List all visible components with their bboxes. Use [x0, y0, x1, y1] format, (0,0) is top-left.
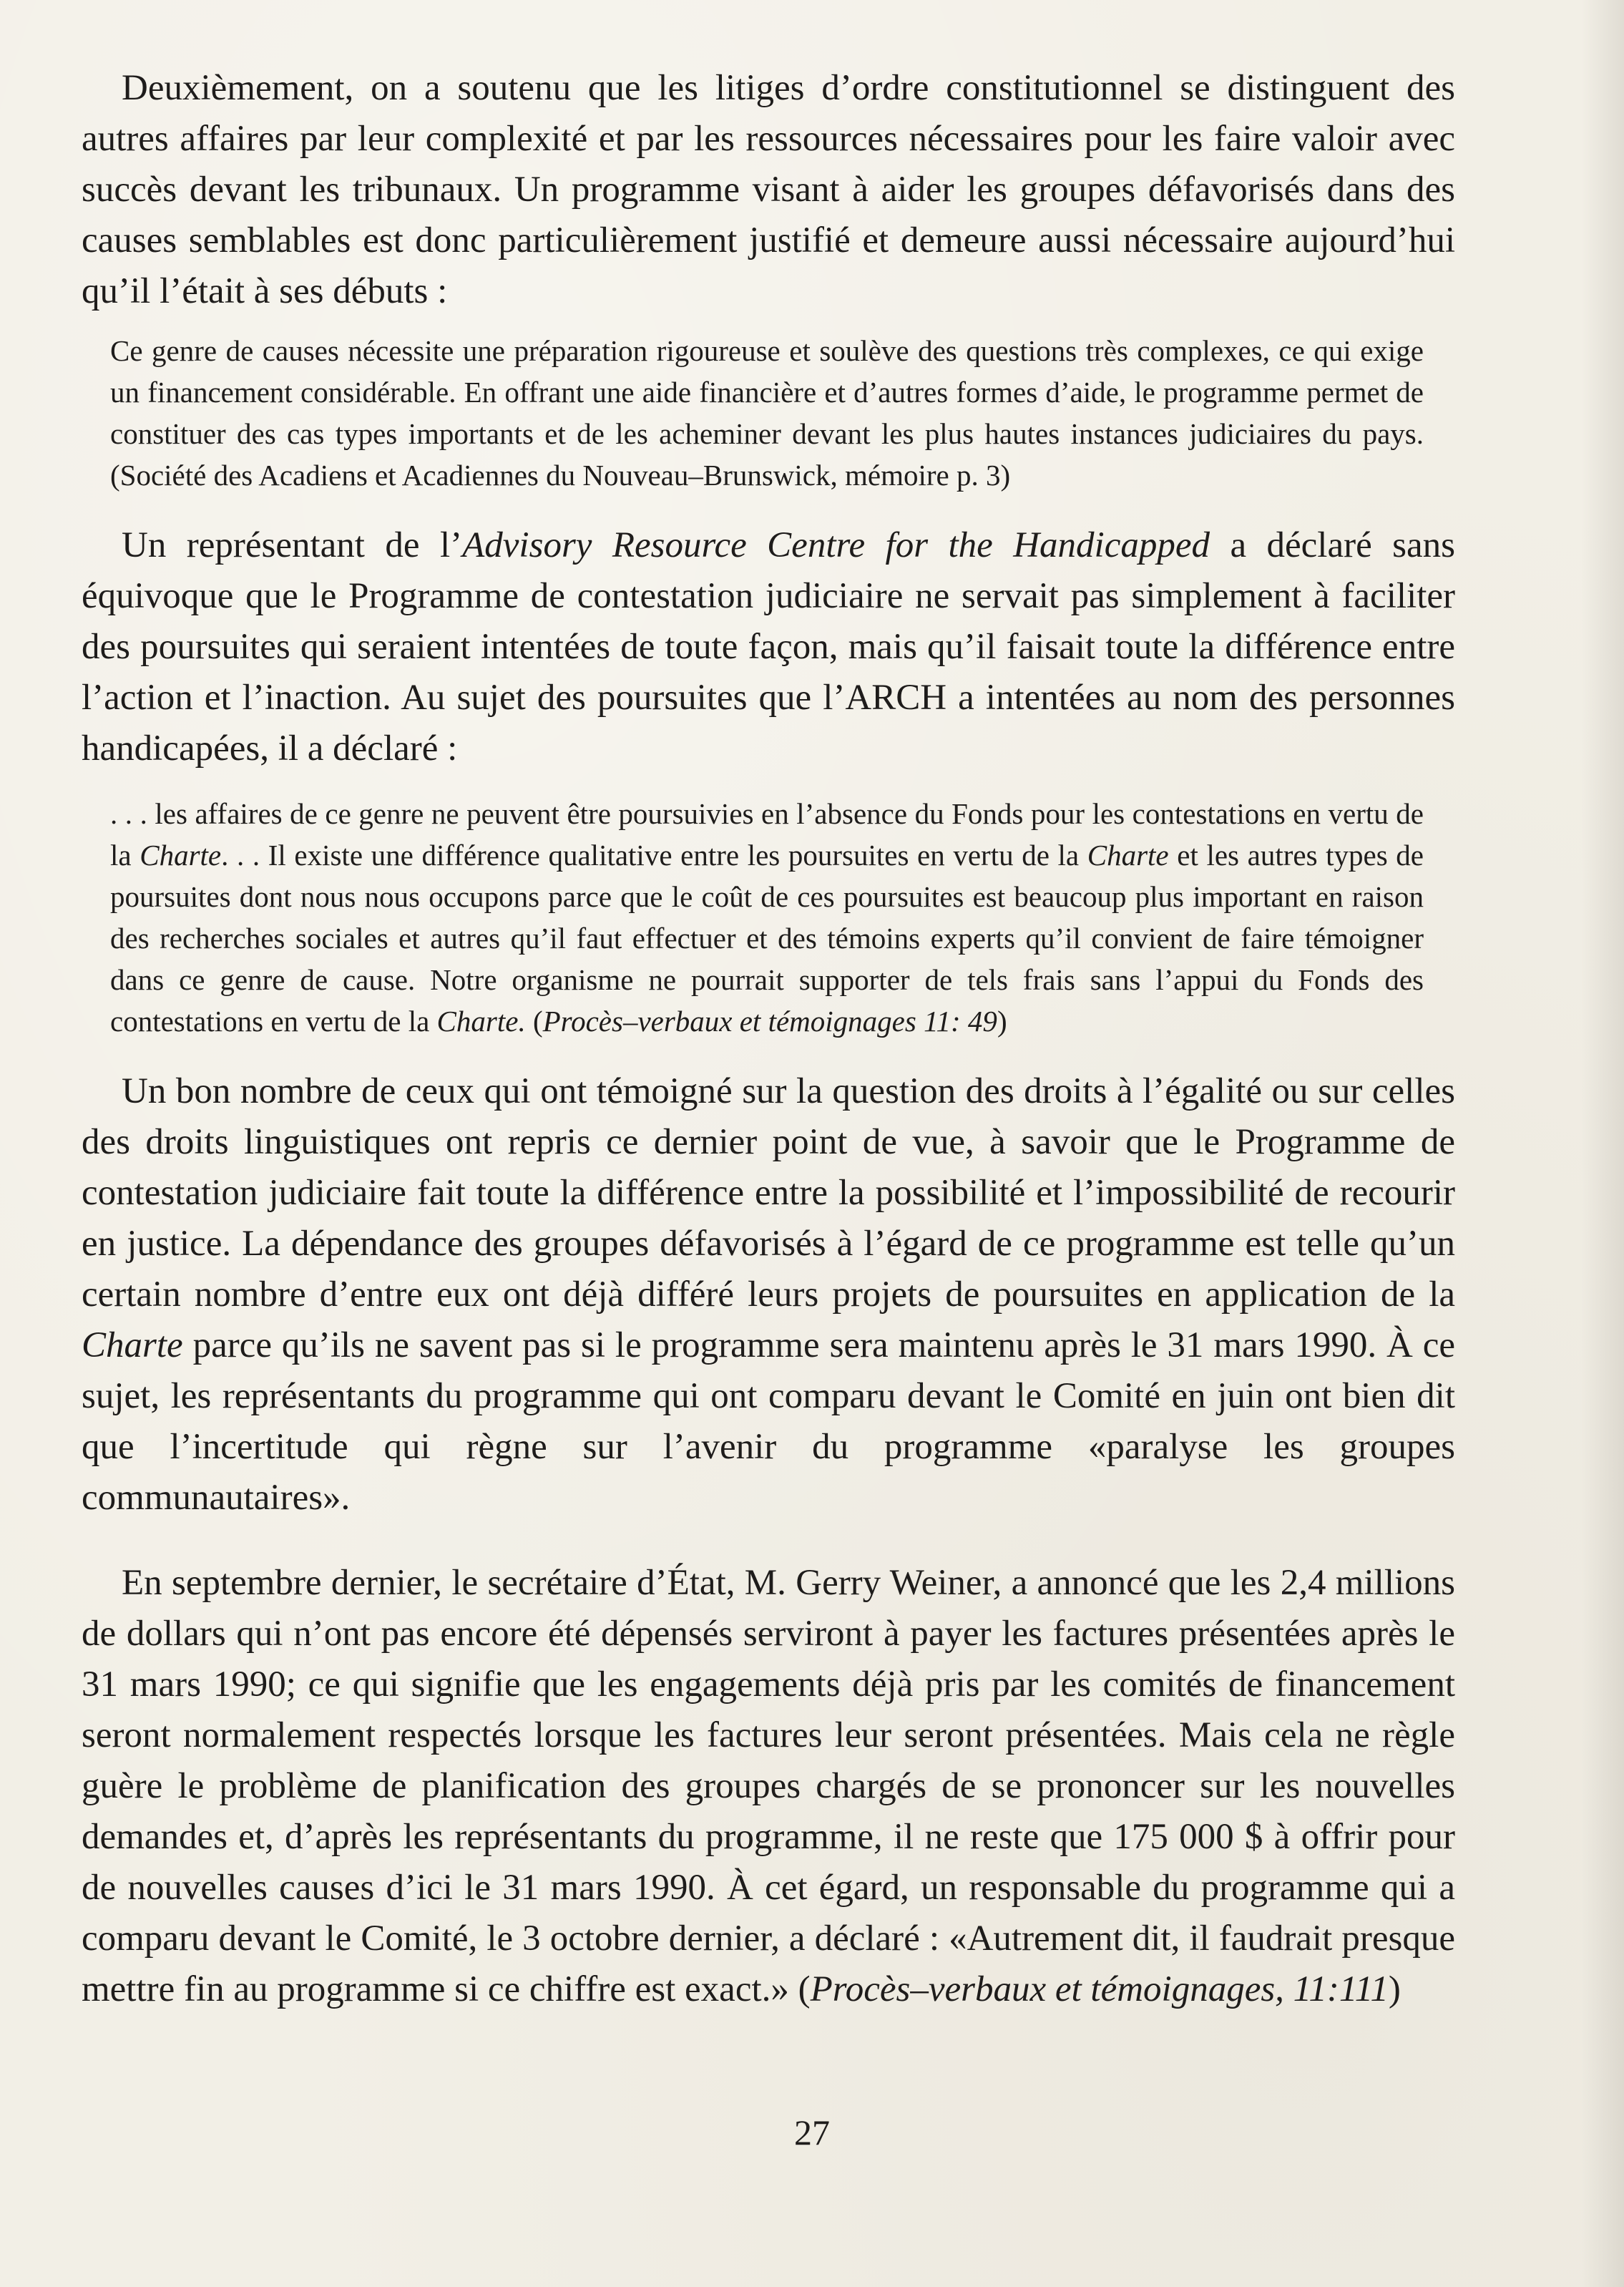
citation: Procès–verbaux et témoignages, 11:111	[810, 1969, 1389, 2009]
quote-societe-acadiens: Ce genre de causes nécessite une préparation rigoureuse et soulève des questions très complexes, ce qui exige un financement considérable. En offrant une aide financière et d’autres formes d’aide, le programme permet de constituer des cas types importants et de les acheminer devant les plus hautes instances judiciaires du pays. (Société des Acadiens et Acadiennes du Nouveau–Brunswick, mémoire p. 3)	[110, 334, 1424, 492]
quote-arch: . . . les affaires de ce genre ne peuvent être poursuivies en l’absence du Fonds pour les contestations en vertu de la Charte. . . Il existe une différence qualitative entre les poursuites en vertu de la Charte et les autres types de poursuites dont nous nous occupons parce que le coût de ces poursuites est beaucoup plus important en raison des recherches sociales et autres qu’il faut effectuer et des témoins experts qu’il convient de faire témoigner dans ce genre de cause. Notre organisme ne pourrait supporter de tels frais sans l’appui du Fonds des contestations en vertu de la Charte. (Procès–verbaux et témoignages 11: 49)	[110, 797, 1424, 1038]
paragraph-equality-rights: Un bon nombre de ceux qui ont témoigné sur la question des droits à l’égalité ou sur celles des droits linguistiques ont repris ce dernier point de vue, à savoir que le Programme de contestation judiciaire fait toute la différence entre la possibilité et l’impossibilité de recourir en justice. La dépendance des groupes défavorisés à l’égard de ce programme est telle qu’un certain nombre d’entre eux ont déjà différé leurs projets de poursuites en application de la Charte parce qu’ils ne savent pas si le programme sera maintenu après le 31 mars 1990. À ce sujet, les représentants du programme qui ont comparu devant le Comité en juin ont bien dit que l’incertitude qui règne sur l’avenir du programme «paralyse les groupes communautaires».	[82, 1071, 1455, 1518]
organization-name: Advisory Resource Centre for the Handicapped	[462, 525, 1210, 565]
page-number: 27	[794, 2112, 830, 2152]
citation: Procès–verbaux et témoignages 11: 49	[542, 1005, 997, 1038]
document-body	[82, 63, 1455, 2015]
paragraph-complexity: Deuxièmement, on a soutenu que les litiges d’ordre constitutionnel se distinguent des autres affaires par leur complexité et par les ressources nécessaires pour les faire valoir avec succès devant les tribunaux. Un programme visant à aider les groupes défavorisés dans des causes semblables est donc particulièrement justifié et demeure aussi nécessaire aujourd’hui qu’il l’était à ses débuts :	[82, 68, 1455, 311]
paragraph-arch: Un représentant de l’Advisory Resource Centre for the Handicapped a déclaré sans équivoque que le Programme de contestation judiciaire ne servait pas simplement à faciliter des poursuites qui seraient intentées de toute façon, mais qu’il faisait toute la différence entre l’action et l’inaction. Au sujet des poursuites que l’ARCH a intentées au nom des personnes handicapées, il a déclaré :	[82, 525, 1455, 769]
paragraph-funding: En septembre dernier, le secrétaire d’État, M. Gerry Weiner, a annoncé que les 2,4 millions de dollars qui n’ont pas encore été dépensés serviront à payer les factures présentées après le 31 mars 1990; ce qui signifie que les engagements déjà pris par les comités de financement seront normalement respectés lorsque les factures leur seront présentées. Mais cela ne règle guère le problème de planification des groupes chargés de se prononcer sur les nouvelles demandes et, d’après les représentants du programme, il ne reste que 175 000 $ à offrir pour de nouvelles causes d’ici le 31 mars 1990. À cet égard, un responsable du programme qui a comparu devant le Comité, le 3 octobre dernier, a déclaré : «Autrement dit, il faudrait presque mettre fin au programme si ce chiffre est exact.» (Procès–verbaux et témoignages, 11:111)	[82, 1563, 1455, 2009]
page-edge-shadow	[1581, 0, 1624, 2287]
